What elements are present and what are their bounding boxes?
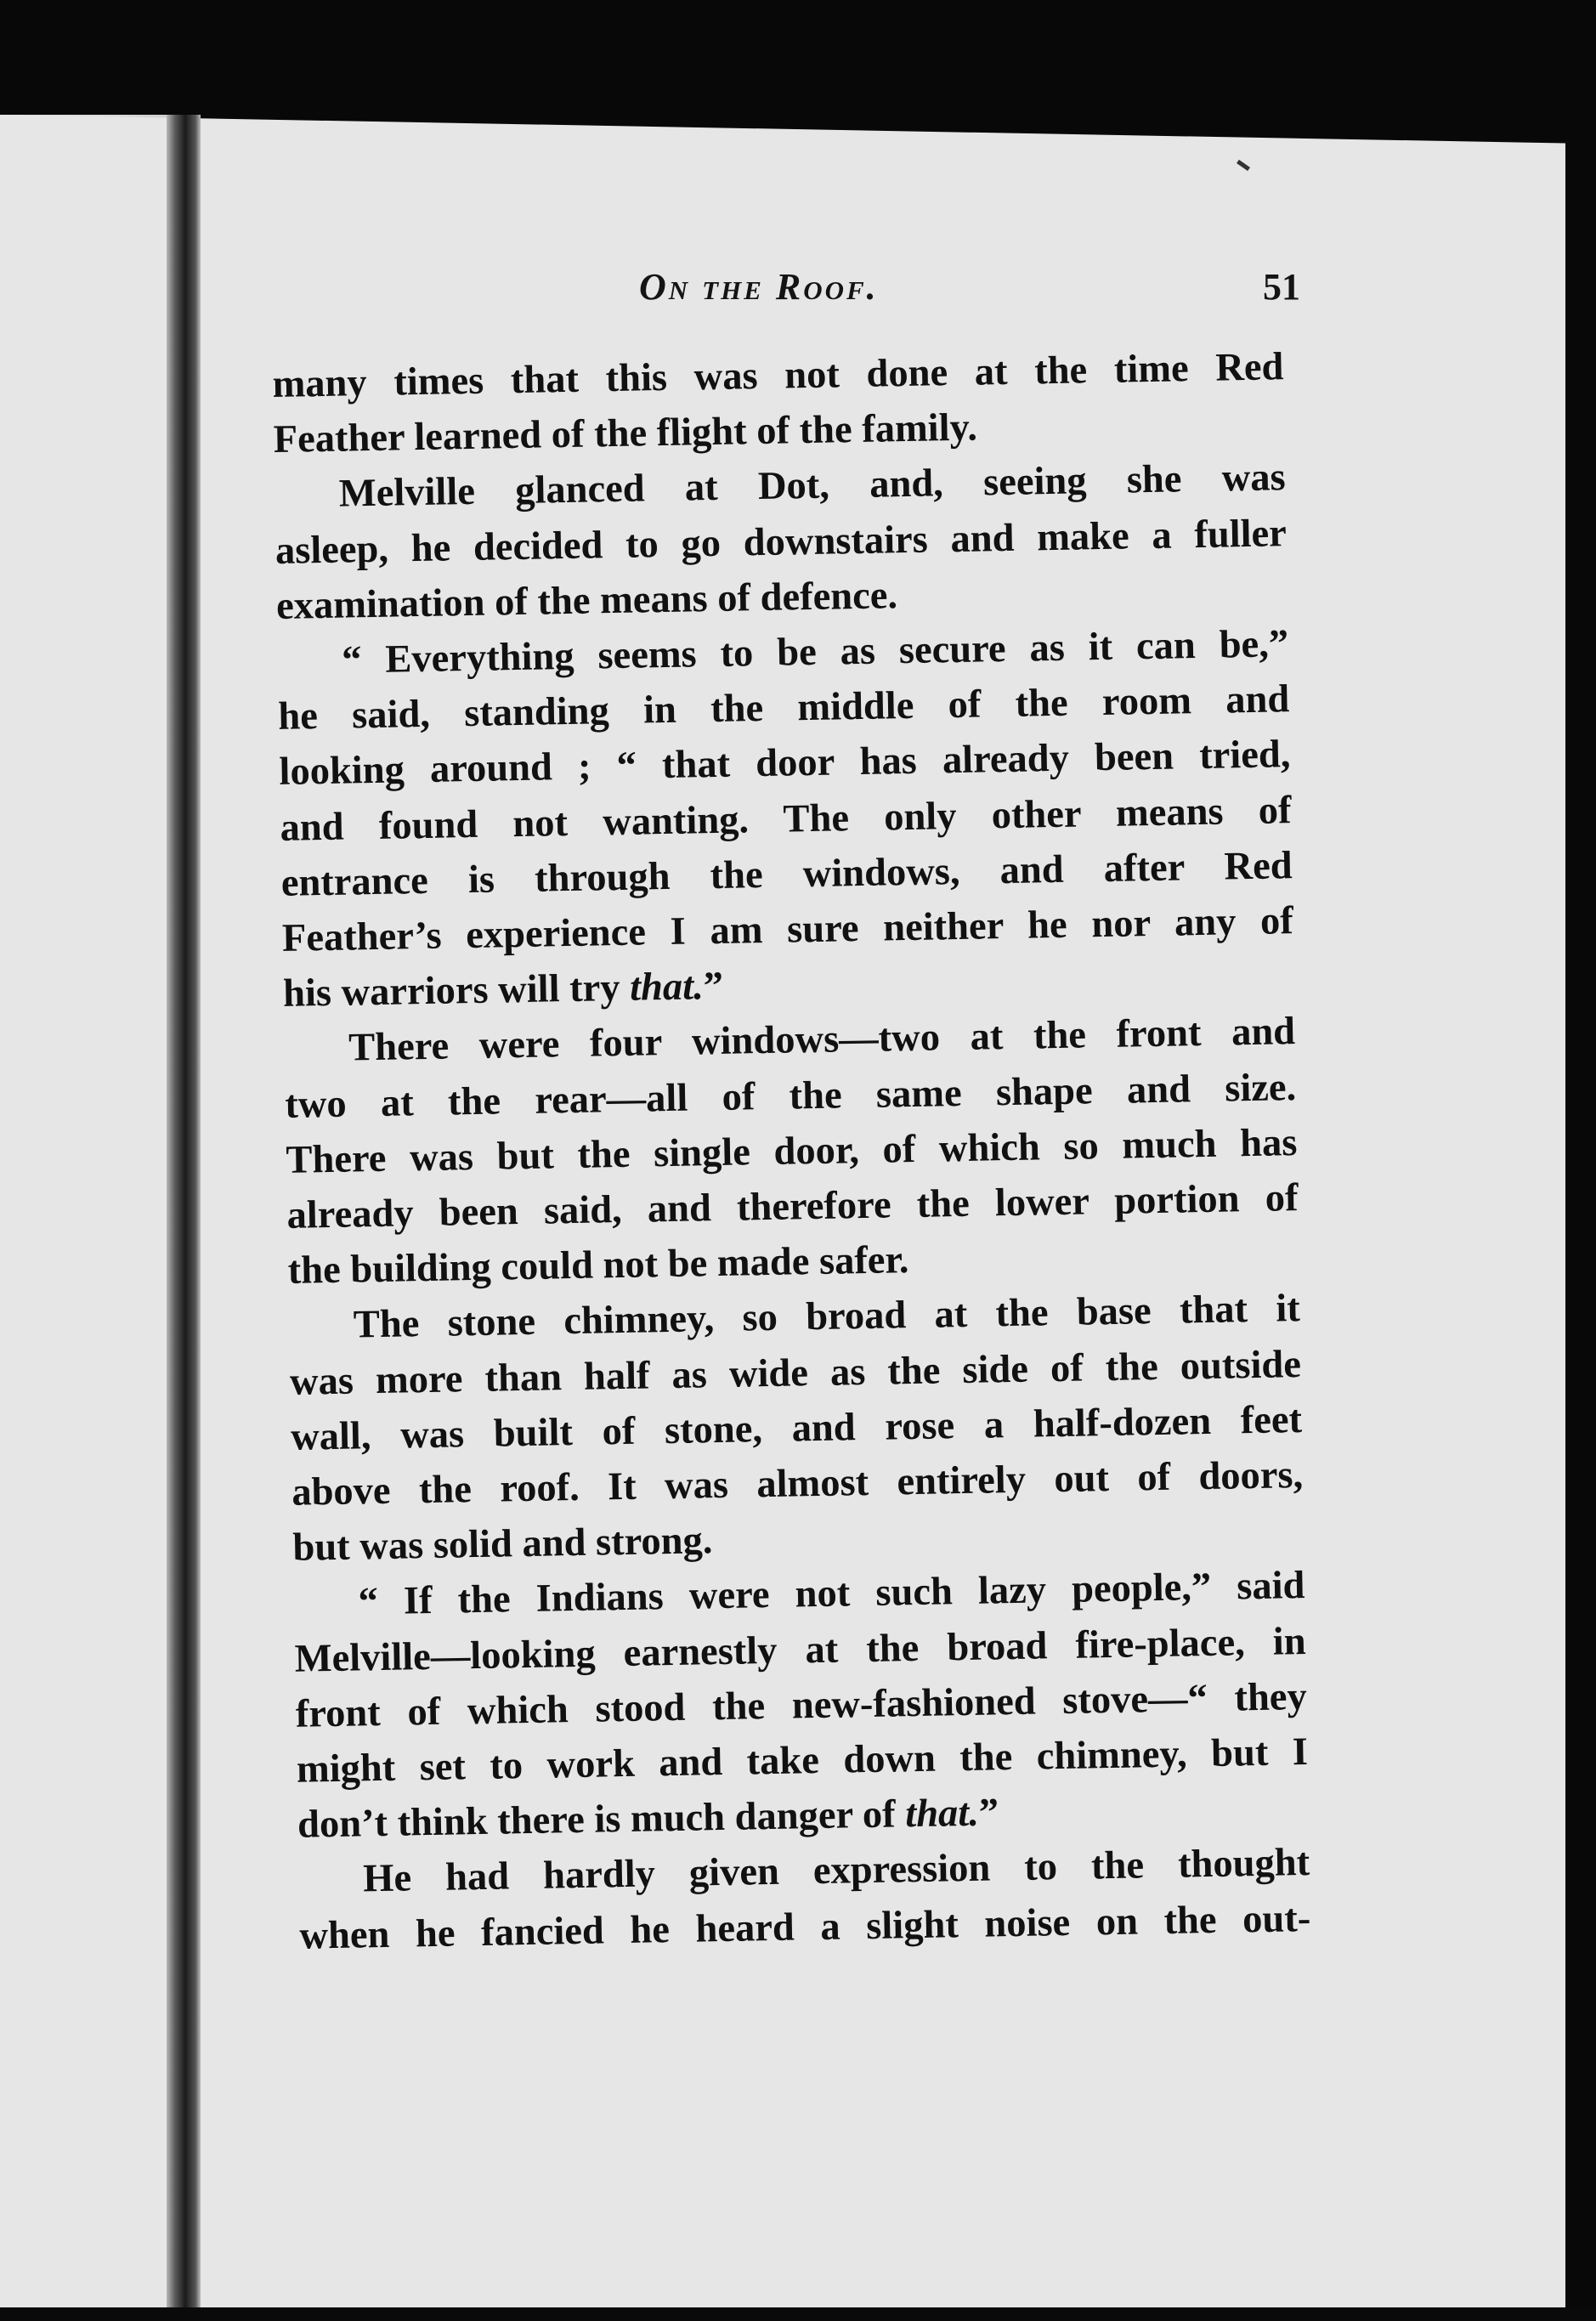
text-line: two at the rear—all of the same shape and size.	[284, 1065, 1297, 1127]
text-line: he said, standing in the middle of the room and	[277, 677, 1290, 739]
italic-word: that.	[629, 965, 705, 1010]
text-line: might set to work and take down the chimney, but I	[296, 1730, 1309, 1792]
text-line: There were four windows—two at the front and	[348, 1010, 1296, 1070]
paragraph	[277, 616, 1295, 1022]
paragraph	[288, 1282, 1305, 1577]
text-line: wall, was built of stone, and rose a half-dozen feet	[290, 1397, 1303, 1459]
italic-word: that.	[904, 1792, 980, 1837]
text-fragment: don’t think there is much danger of	[297, 1792, 906, 1848]
text-line: asleep, he decided to go downstairs and make a fuller	[274, 511, 1288, 573]
text-line: The stone chimney, so broad at the base that it	[353, 1287, 1301, 1347]
text-line: He had hardly given expression to the thought	[362, 1841, 1310, 1901]
text-line: already been said, and therefore the lower portion of	[286, 1176, 1299, 1237]
text-line: the building could not be made safer.	[287, 1238, 909, 1294]
text-fragment: his warriors will try	[282, 966, 631, 1016]
text-line: Feather’s experience I am sure neither he nor any of	[281, 899, 1294, 960]
scan-border	[0, 2307, 1596, 2321]
text-line: when he fancied he heard a slight noise on the out-	[298, 1896, 1311, 1958]
running-header	[272, 265, 1300, 316]
chapter-title: On the Roof.	[639, 266, 879, 308]
closing-quote: ”	[703, 965, 724, 1009]
body-text	[272, 339, 1311, 1963]
text-line: There was but the single door, of which so much has	[286, 1120, 1298, 1182]
book-spine-shadow	[167, 115, 201, 2307]
text-line: Feather learned of the flight of the family.	[273, 405, 978, 462]
closing-quote: ”	[978, 1791, 999, 1836]
paragraph	[284, 1005, 1300, 1299]
text-line: examination of the means of defence.	[275, 574, 898, 628]
text-line: was more than half as wide as the side of the outside	[289, 1342, 1302, 1404]
text-line: many times that this was not done at the time Red	[272, 345, 1284, 406]
page-number: 51	[1263, 266, 1300, 308]
text-line: Melville glanced at Dot, and, seeing she was	[338, 456, 1287, 517]
text-line: looking around ; “ that door has already been tried,	[279, 733, 1291, 795]
paragraph	[293, 1558, 1310, 1853]
text-line: and found not wanting. The only other means of	[280, 788, 1292, 850]
paragraph	[272, 339, 1285, 467]
paragraph	[274, 450, 1288, 634]
text-line: “ If the Indians were not such lazy people,” said	[358, 1564, 1305, 1624]
text-line: “ Everything seems to be as secure as it can be,”	[341, 622, 1289, 682]
text-line: Melville—looking earnestly at the broad fire-place, in	[294, 1619, 1307, 1681]
text-line: front of which stood the new-fashioned stove—“ they	[295, 1674, 1308, 1736]
text-line: above the roof. It was almost entirely out of doors,	[291, 1453, 1304, 1514]
paragraph	[298, 1835, 1311, 1963]
text-line: but was solid and strong.	[292, 1519, 713, 1571]
text-line: entrance is through the windows, and after Red	[280, 843, 1293, 905]
